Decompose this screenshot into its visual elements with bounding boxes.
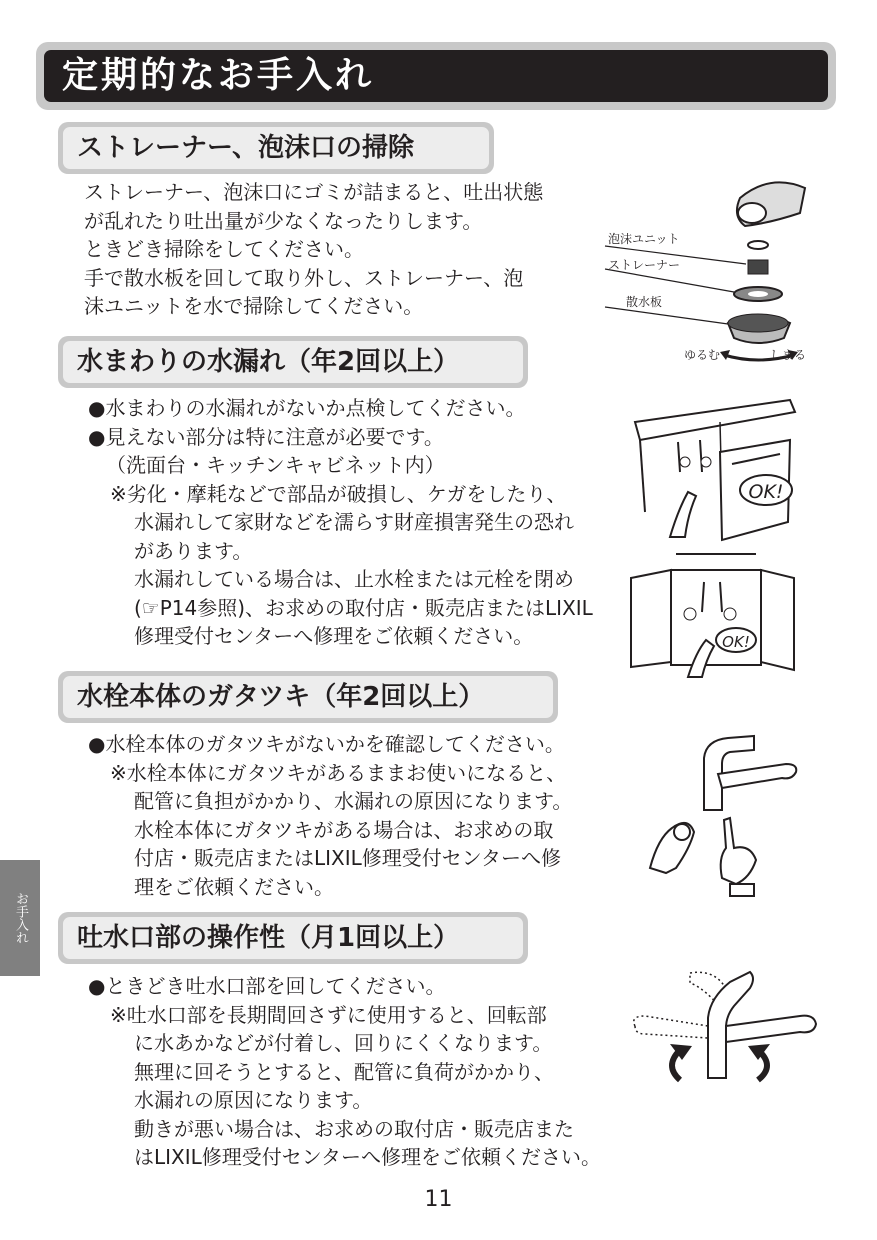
- section-heading-strainer: [58, 122, 494, 174]
- section-heading-text: ストレーナー、泡沫口の掃除: [63, 127, 489, 169]
- body-line: （洗面台・キッチンキャビネット内）: [106, 453, 445, 477]
- section-body-spout: [88, 972, 601, 1172]
- section-heading-text: 吐水口部の操作性（月1回以上）: [63, 917, 523, 959]
- body-line: に水あかなどが付着し、回りにくくなります。: [134, 1031, 553, 1055]
- vanity-cabinet-illustration: [630, 392, 800, 542]
- body-line: 修理受付センターへ修理をご依頼ください。: [134, 624, 534, 648]
- page-number: 11: [424, 1187, 453, 1212]
- section-heading-water-leak: [58, 336, 528, 388]
- body-line: 水栓本体にガタツキがある場合は、お求めの取: [134, 817, 554, 842]
- body-line: 付店・販売店またはLIXIL修理受付センターへ修: [134, 846, 561, 870]
- section-heading-text: 水栓本体のガタツキ（年2回以上）: [63, 676, 553, 718]
- body-line: ●ときどき吐水口部を回してください。: [88, 974, 446, 998]
- spray-plate-label: 散水板: [626, 295, 663, 309]
- strainer-label: ストレーナー: [608, 258, 681, 272]
- aerator-unit-label: 泡沫ユニット: [608, 232, 680, 246]
- page-title: 定期的なお手入れ: [44, 50, 828, 102]
- side-tab-care: お手入れ: [0, 860, 40, 976]
- body-line: (☞P14参照)、お求めの取付店・販売店またはLIXIL: [134, 595, 593, 620]
- body-line: ●見えない部分は特に注意が必要です。: [88, 424, 444, 449]
- section-body-wobble: [88, 730, 572, 901]
- faucet-wobble-illustration: [646, 728, 806, 903]
- spout-rotation-illustration: [630, 968, 820, 1098]
- tighten-label: しまる: [770, 348, 807, 362]
- body-line: 沫ユニットを水で掃除してください。: [84, 294, 424, 318]
- body-line: が乱れたり吐出量が少なくなったりします。: [84, 208, 483, 233]
- body-line: ●水まわりの水漏れがないか点検してください。: [88, 396, 526, 420]
- section-heading-spout: [58, 912, 528, 964]
- section-body-strainer: [84, 178, 543, 321]
- body-line: 水漏れしている場合は、止水栓または元栓を閉め: [134, 567, 574, 591]
- body-line: ストレーナー、泡沫口にゴミが詰まると、吐出状態: [84, 180, 544, 204]
- body-line: ※劣化・摩耗などで部品が破損し、ケガをしたり、: [110, 481, 567, 506]
- section-body-water-leak: [88, 394, 593, 651]
- body-line: 配管に負担がかかり、水漏れの原因になります。: [134, 789, 573, 813]
- body-line: はLIXIL修理受付センターへ修理をご依頼ください。: [134, 1145, 601, 1169]
- body-line: 水漏れして家財などを濡らす財産損害発生の恐れ: [134, 510, 574, 534]
- body-line: 動きが悪い場合は、お求めの取付店・販売店また: [134, 1116, 574, 1141]
- section-heading-text: 水まわりの水漏れ（年2回以上）: [63, 341, 523, 383]
- page-title-bar: [36, 42, 836, 110]
- body-line: 水漏れの原因になります。: [134, 1088, 373, 1112]
- body-line: があります。: [134, 538, 253, 563]
- ok-balloon-text: OK!: [748, 481, 784, 503]
- body-line: 無理に回そうとすると、配管に負荷がかかり、: [134, 1059, 554, 1084]
- body-line: ●水栓本体のガタツキがないかを確認してください。: [88, 732, 565, 756]
- body-line: ※水栓本体にガタツキがあるままお使いになると、: [110, 760, 567, 785]
- body-line: ときどき掃除をしてください。: [84, 237, 364, 261]
- kitchen-cabinet-illustration: [626, 552, 806, 682]
- body-line: 手で散水板を回して取り外し、ストレーナー、泡: [84, 265, 524, 290]
- loosen-label: ゆるむ: [684, 348, 721, 362]
- body-line: ※吐水口部を長期間回さずに使用すると、回転部: [110, 1002, 547, 1027]
- body-line: 理をご依頼ください。: [134, 874, 334, 899]
- ok-balloon-text: OK!: [722, 633, 750, 651]
- section-heading-wobble: [58, 671, 558, 723]
